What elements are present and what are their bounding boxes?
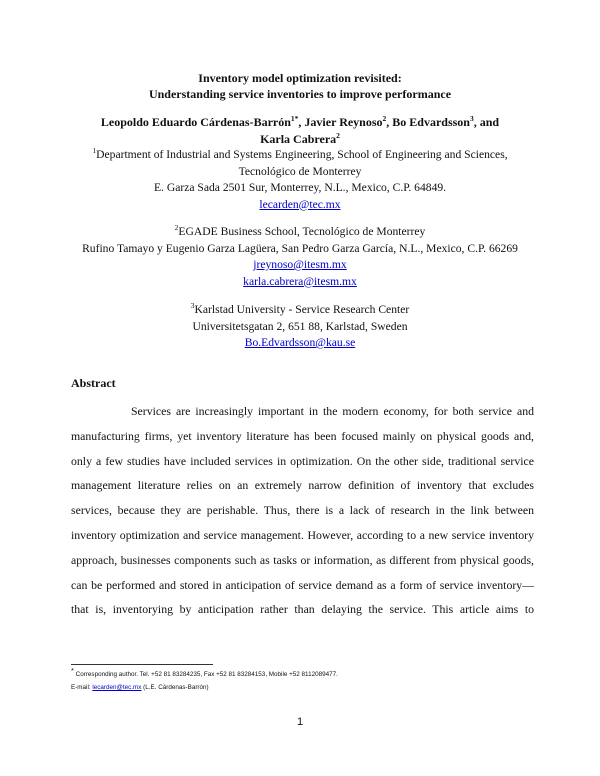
- affiliation-2-email-link-2[interactable]: karla.cabrera@itesm.mx: [243, 274, 357, 288]
- author-3-sup: 3: [469, 114, 474, 123]
- author-list: [90, 114, 510, 148]
- footnote-email-link[interactable]: lecarden@tec.mx: [92, 684, 142, 691]
- affiliation-2-email-link-1[interactable]: jreynoso@itesm.mx: [253, 258, 347, 271]
- abstract-line: approach, businesses components such as tasks or information, as different from physical goods,: [71, 552, 534, 567]
- affiliation-1-line-2: Tecnológico de Monterrey: [238, 164, 362, 178]
- abstract-line: management literature relies on an extremely narrow definition of inventory that excludes: [71, 478, 534, 493]
- author-4-sup: 2: [336, 131, 340, 140]
- affiliation-2-line-2: Rufino Tamayo y Eugenio Garza Lagüera, San Pedro Garza García, N.L., Mexico, C.P. 66269: [82, 241, 518, 255]
- affiliation-2: [0, 224, 600, 290]
- abstract-paragraph: [71, 399, 534, 622]
- footnote-email-suffix: (L.E. Cárdenas-Barrón): [141, 684, 209, 691]
- author-2-sup: 2: [382, 114, 387, 123]
- affiliation-1: [0, 147, 600, 213]
- footnote-line-2: [71, 683, 541, 693]
- abstract-heading: Abstract: [71, 376, 116, 390]
- paper-title-line-2: Understanding service inventories to improve performance: [148, 87, 452, 101]
- footnote-email-label: E-mail:: [71, 684, 93, 691]
- abstract-line: manufacturing firms, yet inventory literature has been focused mainly on physical goods and,: [71, 428, 534, 443]
- affiliation-1-line-3: E. Garza Sada 2501 Sur, Monterrey, N.L., Mexico, C.P. 64849.: [153, 181, 447, 194]
- author-4: , and Karla Cabrera: [260, 115, 500, 146]
- footnote-line-1: [71, 665, 541, 680]
- affiliation-3-line-1: Karlstad University - Service Research Center: [194, 303, 410, 316]
- affiliation-3-sup: 3: [190, 301, 195, 311]
- abstract-line: Services are increasingly important in the modern economy, for both service and: [131, 404, 534, 418]
- affiliation-3: [0, 302, 600, 352]
- affiliation-1-sup: 1: [92, 146, 97, 156]
- affiliation-1-line-1: Department of Industrial and Systems Engineering, School of Engineering and Sciences,: [96, 148, 508, 161]
- affiliation-1-email-link[interactable]: lecarden@tec.mx: [259, 197, 341, 211]
- author-1: Leopoldo Eduardo Cárdenas-Barrón: [100, 115, 291, 129]
- abstract-line: services, because they are perishable. Thus, there is a lack of research in the link between: [71, 503, 534, 518]
- abstract-line: inventory optimization and service management. However, according to a new service inventory: [71, 527, 534, 542]
- footnote-contact-text: Corresponding author. Tel. +52 81 83284235, Fax +52 81 83284153, Mobile +52 8112089477.: [75, 671, 338, 678]
- page-number: 1: [296, 716, 304, 728]
- abstract-line: only a few studies have included services in optimization. On the other side, traditional service: [71, 453, 534, 468]
- abstract-line: can be performed and stored in anticipation of service demand as a form of service inventory—: [71, 577, 534, 592]
- author-1-sup: 1*: [290, 114, 299, 123]
- author-3: , Bo Edvardsson: [386, 115, 470, 129]
- affiliation-3-line-2: Universitetsgatan 2, 651 88, Karlstad, Sweden: [192, 319, 408, 333]
- affiliation-2-line-1: EGADE Business School, Tecnológico de Monterrey: [178, 225, 426, 238]
- abstract-line: that is, inventorying by anticipation rather than delaying the service. This article aims to: [71, 602, 534, 617]
- footnote-divider: [71, 664, 213, 665]
- footnote-marker: *: [71, 665, 74, 675]
- affiliation-2-sup: 2: [174, 223, 179, 233]
- paper-title-line-1: Inventory model optimization revisited:: [198, 71, 402, 85]
- affiliation-3-email-link[interactable]: Bo.Edvardsson@kau.se: [244, 336, 356, 349]
- author-2: , Javier Reynoso: [298, 115, 383, 129]
